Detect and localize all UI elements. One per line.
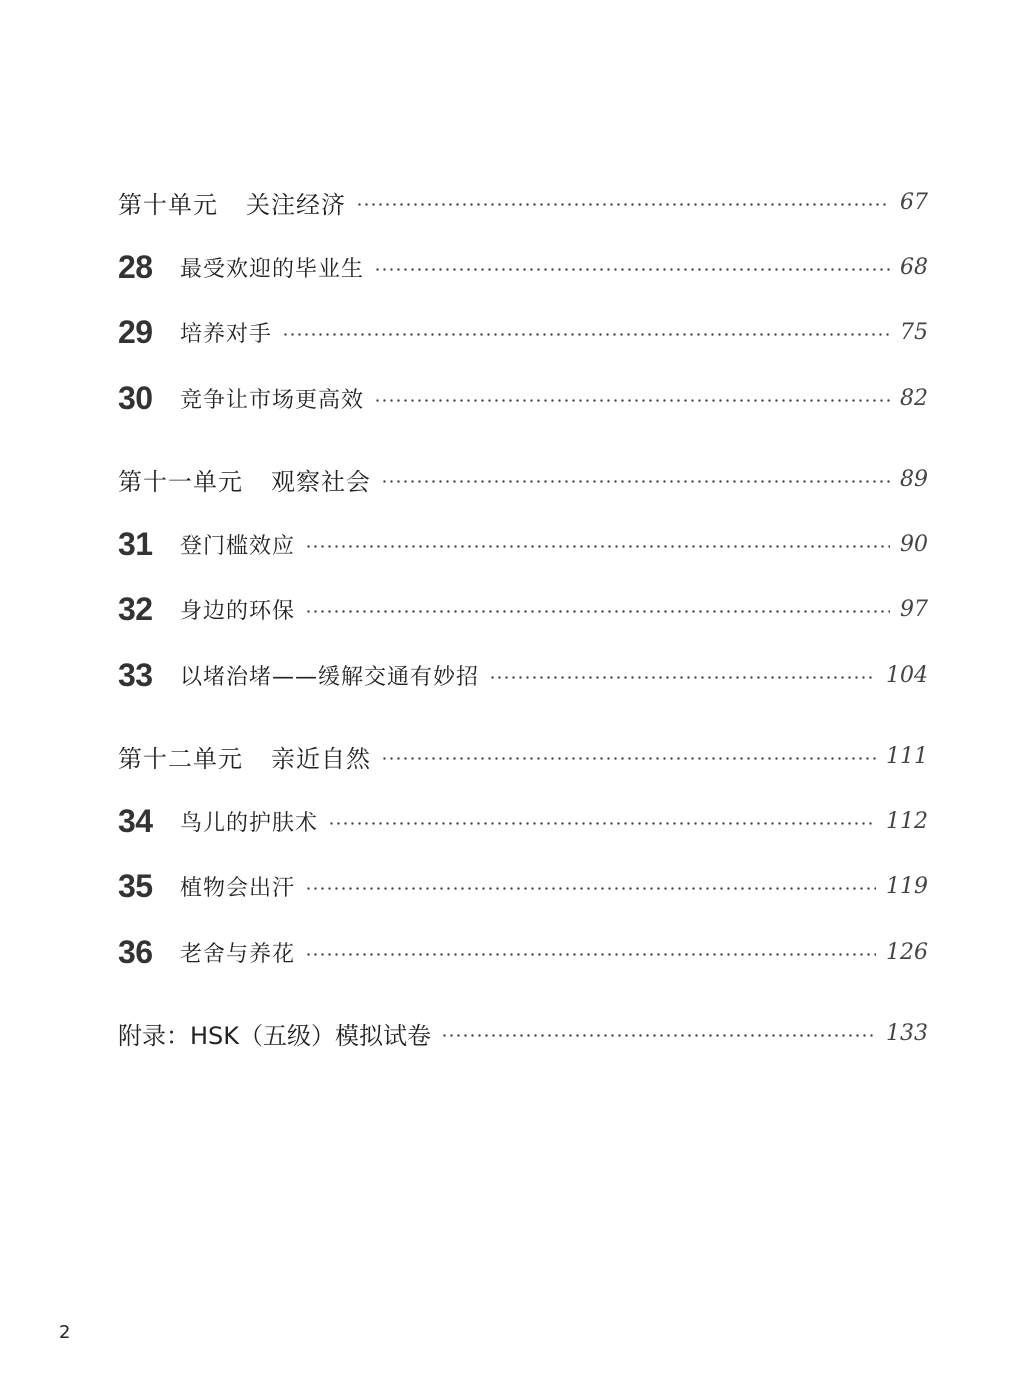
toc-lesson-30[interactable]: [118, 378, 928, 418]
lesson-title: 培养对手: [180, 321, 273, 347]
toc-lesson-35[interactable]: [118, 866, 928, 906]
toc-lesson-31[interactable]: [118, 524, 928, 564]
dot-leader: [489, 676, 876, 679]
dot-leader: [328, 822, 876, 825]
lesson-page-number: 68: [900, 254, 928, 280]
lesson-title: 老舍与养花: [180, 941, 296, 967]
toc-unit-12[interactable]: [118, 736, 928, 776]
toc-unit-10[interactable]: [118, 182, 928, 222]
dot-leader: [381, 757, 876, 760]
lesson-number: 35: [118, 867, 153, 904]
toc-lesson-28[interactable]: [118, 247, 928, 287]
lesson-title: 最受欢迎的毕业生: [180, 256, 365, 282]
lesson-number: 34: [118, 802, 153, 839]
dot-leader: [305, 545, 890, 548]
unit-page-number: 111: [886, 743, 928, 769]
lesson-number: 30: [118, 379, 153, 416]
unit-label: 第十一单元: [118, 467, 243, 496]
lesson-page-number: 126: [886, 939, 928, 965]
footer-page-number: 2: [59, 1322, 71, 1343]
lesson-number: 32: [118, 590, 153, 627]
lesson-page-number: 75: [900, 319, 928, 345]
lesson-page-number: 119: [886, 873, 928, 899]
dot-leader: [381, 480, 890, 483]
dot-leader: [305, 610, 890, 613]
toc-lesson-32[interactable]: [118, 589, 928, 629]
lesson-title: 植物会出汗: [180, 875, 296, 901]
dot-leader: [374, 399, 890, 402]
unit-name: 观察社会: [271, 467, 371, 496]
unit-name: 亲近自然: [271, 744, 371, 773]
unit-name: 关注经济: [246, 190, 346, 219]
unit-label: 第十单元: [118, 190, 218, 219]
toc-unit-11[interactable]: [118, 459, 928, 499]
appendix-title: 附录：HSK（五级）模拟试卷: [118, 1021, 432, 1050]
toc-lesson-36[interactable]: [118, 932, 928, 972]
toc-lesson-34[interactable]: [118, 801, 928, 841]
lesson-page-number: 90: [900, 531, 928, 557]
lesson-title: 身边的环保: [180, 598, 296, 624]
lesson-number: 31: [118, 525, 153, 562]
toc-lesson-29[interactable]: [118, 312, 928, 352]
dot-leader: [441, 1034, 876, 1037]
lesson-number: 29: [118, 313, 153, 350]
lesson-page-number: 104: [886, 662, 928, 688]
lesson-page-number: 82: [900, 385, 928, 411]
lesson-page-number: 97: [900, 596, 928, 622]
lesson-number: 28: [118, 248, 153, 285]
dot-leader: [282, 333, 890, 336]
appendix-page-number: 133: [886, 1020, 928, 1046]
dot-leader: [305, 953, 876, 956]
lesson-title: 鸟儿的护肤术: [180, 810, 319, 836]
dot-leader: [374, 268, 890, 271]
unit-label: 第十二单元: [118, 744, 243, 773]
dot-leader: [305, 887, 876, 890]
lesson-number: 36: [118, 933, 153, 970]
lesson-title: 登门槛效应: [180, 533, 296, 559]
unit-page-number: 89: [900, 466, 928, 492]
lesson-title: 竞争让市场更高效: [180, 387, 365, 413]
lesson-number: 33: [118, 656, 153, 693]
lesson-title: 以堵治堵——缓解交通有妙招: [180, 664, 480, 690]
toc-lesson-33[interactable]: [118, 655, 928, 695]
dot-leader: [356, 203, 890, 206]
unit-page-number: 67: [900, 189, 928, 215]
lesson-page-number: 112: [886, 808, 928, 834]
toc-appendix[interactable]: [118, 1013, 928, 1053]
